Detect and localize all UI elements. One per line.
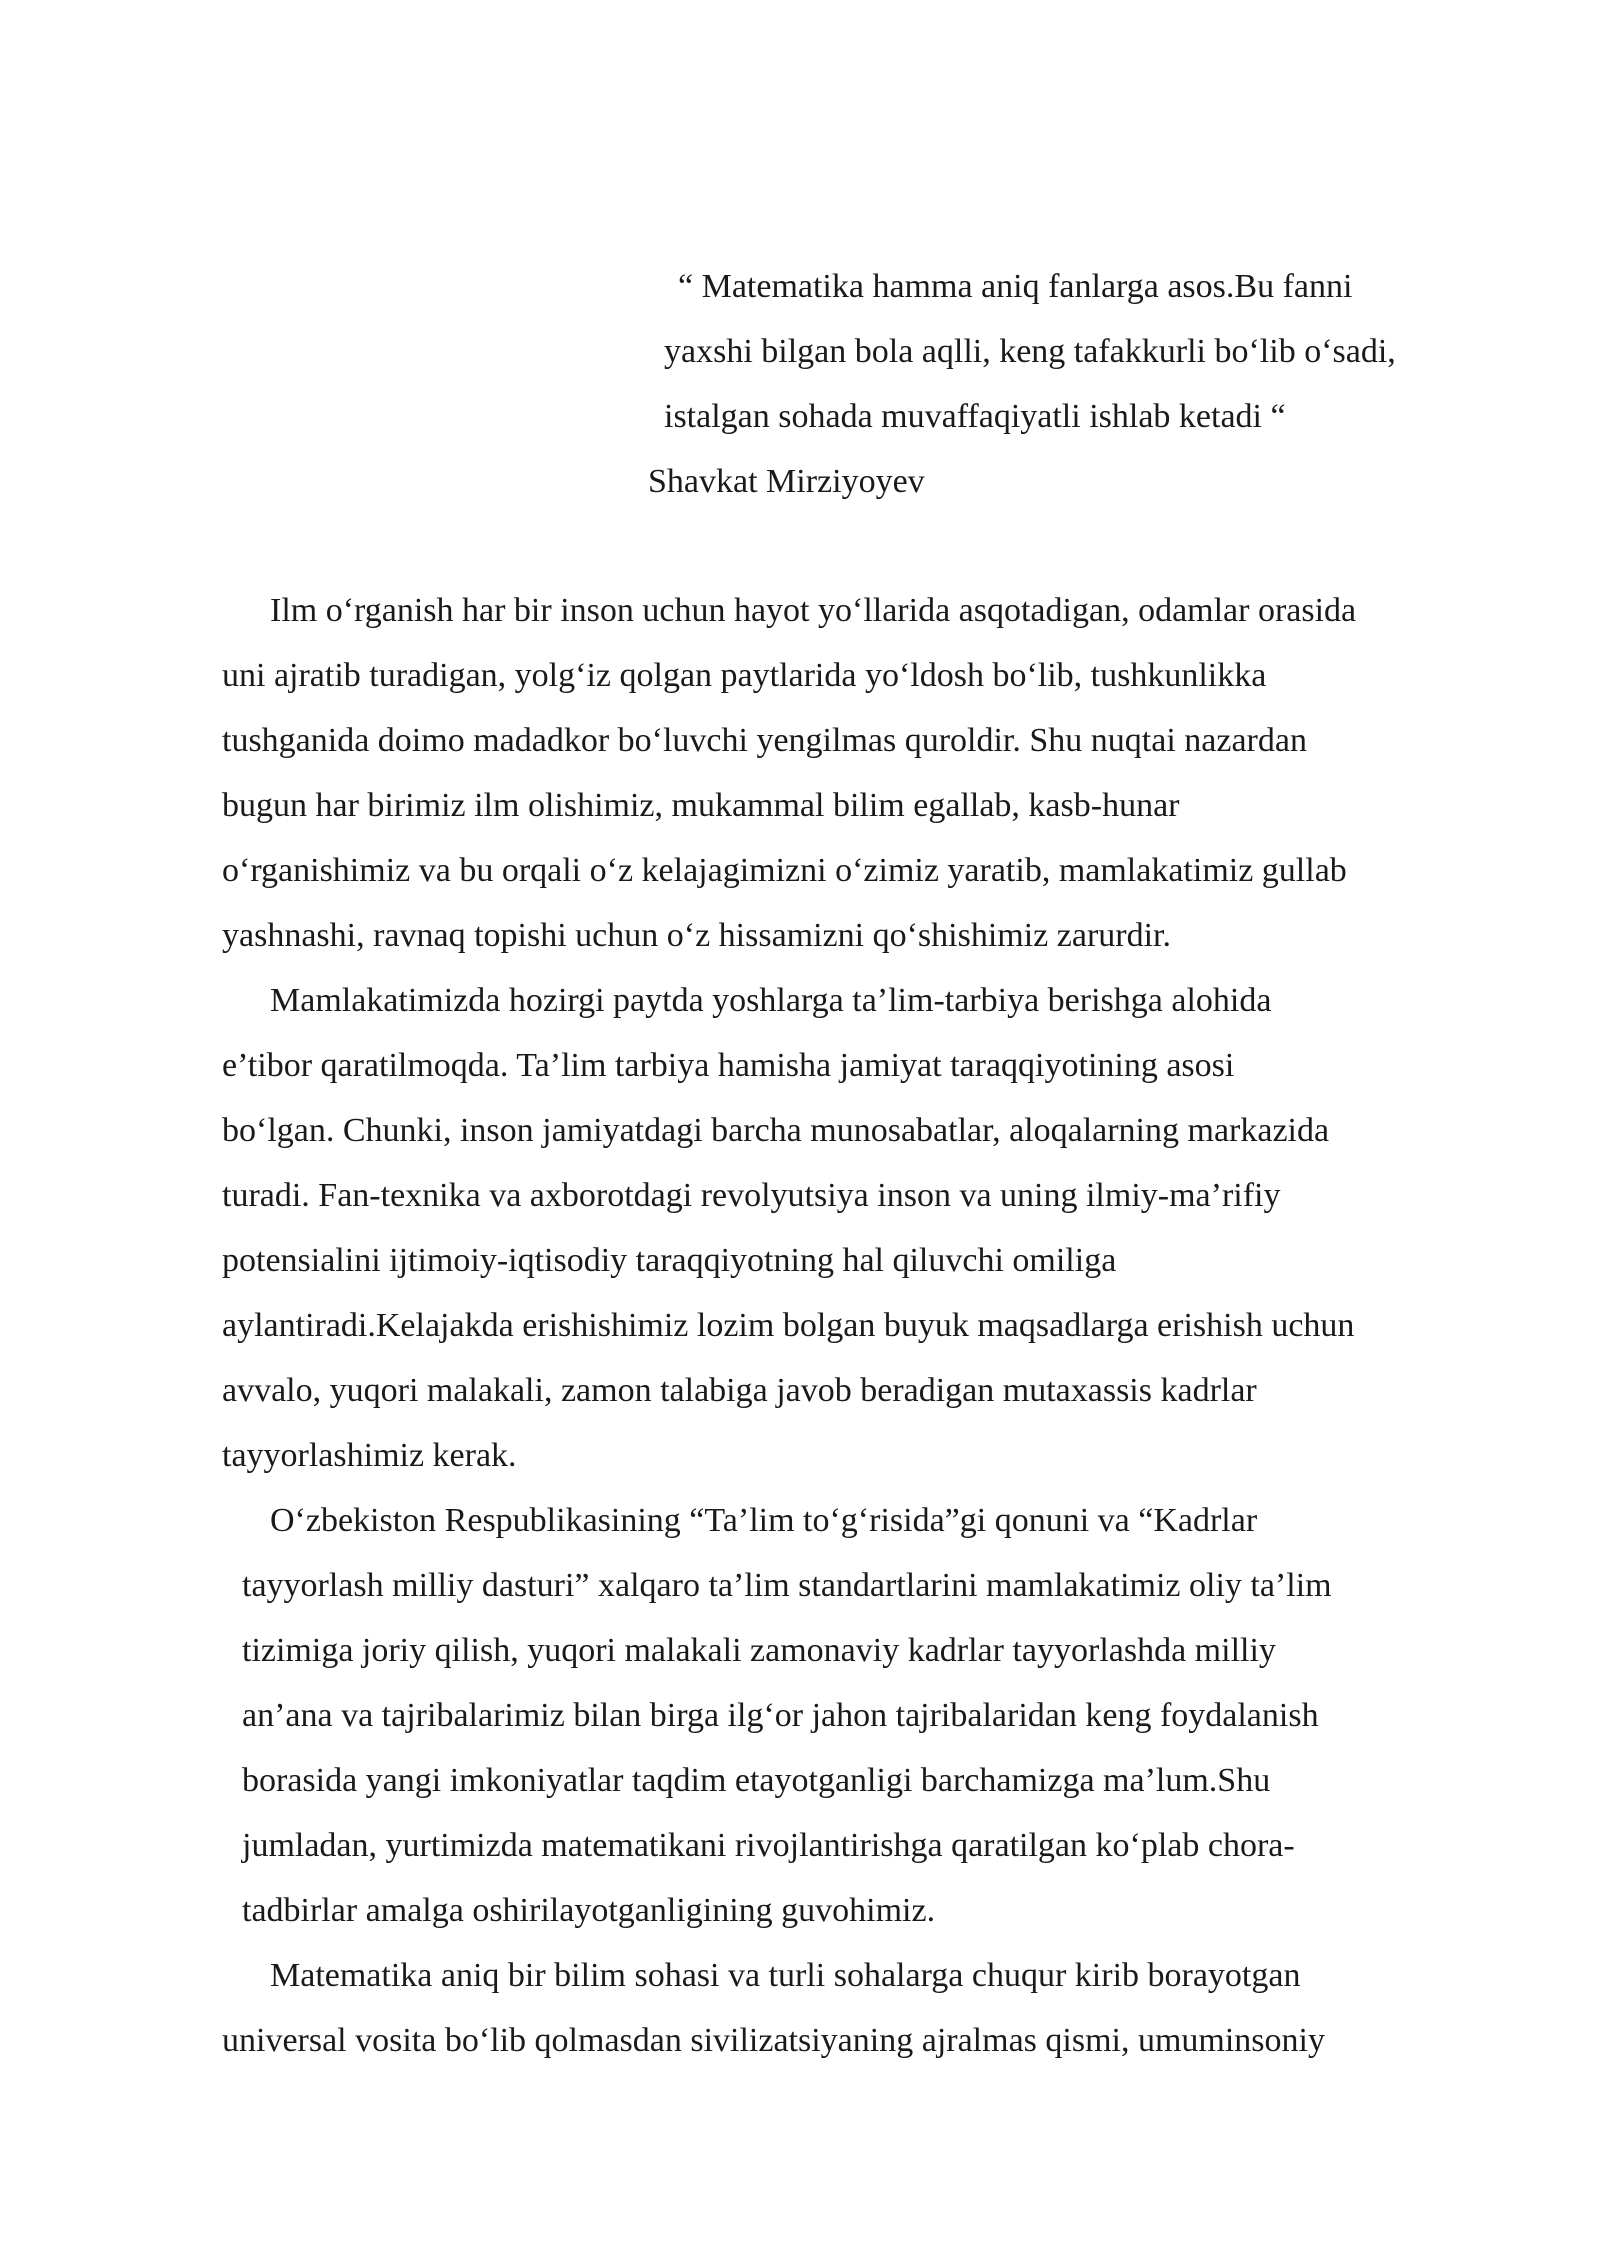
text-line: borasida yangi imkoniyatlar taqdim etayotganligi barchamizga ma’lum.Shu [242, 1762, 1271, 1799]
text-line: potensialini ijtimoiy-iqtisodiy taraqqiyotning hal qiluvchi omiliga [222, 1242, 1117, 1279]
paragraph-4 [222, 1943, 1482, 2073]
epigraph-author: Shavkat Mirziyoyev [648, 463, 925, 500]
text-line: tizimiga joriy qilish, yuqori malakali zamonaviy kadrlar tayyorlashda milliy [242, 1632, 1276, 1669]
epigraph-line: yaxshi bilgan bola aqlli, keng tafakkurli bo‘lib o‘sadi, [664, 333, 1396, 370]
text-line: Ilm o‘rganish har bir inson uchun hayot yo‘llarida asqotadigan, odamlar orasida [270, 592, 1357, 629]
text-line: an’ana va tajribalarimiz bilan birga ilg‘or jahon tajribalaridan keng foydalanish [242, 1697, 1319, 1734]
text-line: aylantiradi.Kelajakda erishishimiz lozim bolgan buyuk maqsadlarga erishish uchun [222, 1307, 1355, 1344]
text-line: bugun har birimiz ilm olishimiz, mukammal bilim egallab, kasb-hunar [222, 787, 1180, 824]
text-line: Mamlakatimizda hozirgi paytda yoshlarga ta’lim-tarbiya berishga alohida [270, 982, 1272, 1019]
text-line: e’tibor qaratilmoqda. Ta’lim tarbiya hamisha jamiyat taraqqiyotining asosi [222, 1047, 1235, 1084]
text-line: turadi. Fan-texnika va axborotdagi revolyutsiya inson va uning ilmiy-ma’rifiy [222, 1177, 1281, 1214]
text-line: avvalo, yuqori malakali, zamon talabiga javob beradigan mutaxassis kadrlar [222, 1372, 1257, 1409]
text-line: tayyorlashimiz kerak. [222, 1437, 517, 1474]
paragraph-2 [222, 968, 1482, 1488]
text-line: tayyorlash milliy dasturi” xalqaro ta’lim standartlarini mamlakatimiz oliy ta’lim [242, 1567, 1332, 1604]
text-line: universal vosita bo‘lib qolmasdan sivilizatsiyaning ajralmas qismi, umuminsoniy [222, 2022, 1325, 2059]
text-line: uni ajratib turadigan, yolg‘iz qolgan paytlarida yo‘ldosh bo‘lib, tushkunlikka [222, 657, 1267, 694]
epigraph-line: “ Matematika hamma aniq fanlarga asos.Bu fanni [678, 268, 1353, 305]
text-line: yashnashi, ravnaq topishi uchun o‘z hissamizni qo‘shishimiz zarurdir. [222, 917, 1171, 954]
text-line: o‘rganishimiz va bu orqali o‘z kelajagimizni o‘zimiz yaratib, mamlakatimiz gullab [222, 852, 1347, 889]
text-line: tushganida doimo madadkor bo‘luvchi yengilmas quroldir. Shu nuqtai nazardan [222, 722, 1307, 759]
body-text [222, 578, 1482, 2073]
paragraph-1 [222, 578, 1482, 968]
text-line: jumladan, yurtimizda matematikani rivojlantirishga qaratilgan ko‘plab chora- [242, 1827, 1295, 1864]
text-line: bo‘lgan. Chunki, inson jamiyatdagi barcha munosabatlar, aloqalarning markazida [222, 1112, 1330, 1149]
text-line: O‘zbekiston Respublikasining “Ta’lim to‘g‘risida”gi qonuni va “Kadrlar [270, 1502, 1258, 1539]
epigraph-line: istalgan sohada muvaffaqiyatli ishlab ketadi “ [664, 398, 1286, 435]
text-line: Matematika aniq bir bilim sohasi va turli sohalarga chuqur kirib borayotgan [270, 1957, 1301, 1994]
text-line: tadbirlar amalga oshirilayotganligining guvohimiz. [242, 1892, 936, 1929]
paragraph-3 [222, 1488, 1482, 1943]
epigraph-quote [648, 254, 1528, 514]
